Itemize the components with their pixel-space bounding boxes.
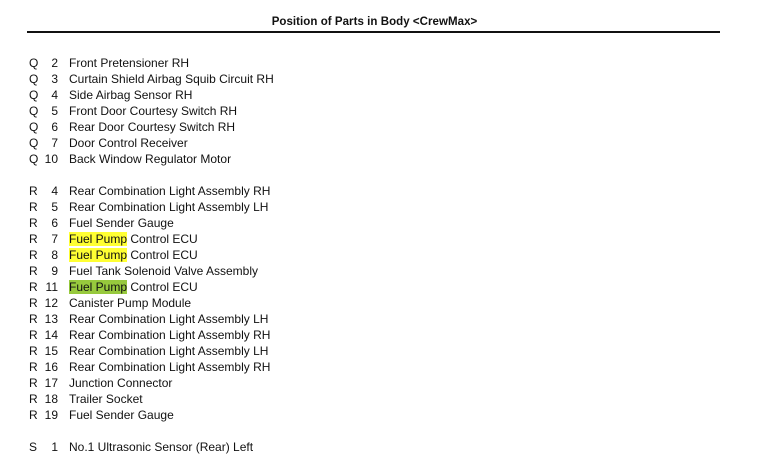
- part-number: 5: [51, 104, 58, 118]
- part-name: [69, 343, 268, 359]
- part-number: 6: [51, 120, 58, 134]
- part-name: [69, 215, 174, 231]
- list-item: [0, 55, 700, 71]
- part-name: [69, 327, 270, 343]
- part-name: [69, 55, 189, 71]
- part-name-text: Trailer Socket: [69, 392, 143, 406]
- part-number: 19: [44, 408, 58, 422]
- location-code: R: [29, 264, 38, 278]
- part-name-text: Rear Combination Light Assembly RH: [69, 184, 271, 198]
- part-name-text: Fuel Sender Gauge: [69, 216, 174, 230]
- part-number: 8: [51, 248, 58, 262]
- list-item: [0, 359, 700, 375]
- list-item: [0, 87, 700, 103]
- location-code: R: [29, 392, 38, 406]
- part-name: [69, 407, 174, 423]
- part-number: 13: [44, 312, 58, 326]
- part-number: 2: [51, 56, 58, 70]
- list-item: [0, 439, 700, 455]
- location-code: Q: [29, 72, 39, 86]
- location-code: Q: [29, 120, 39, 134]
- search-highlight: Fuel Pump: [69, 232, 128, 246]
- list-item: [0, 343, 700, 359]
- part-name: [69, 247, 198, 263]
- search-highlight: Fuel Pump: [69, 280, 128, 294]
- part-name: [69, 151, 231, 167]
- part-name: [69, 279, 198, 295]
- part-number: 1: [51, 440, 58, 454]
- part-name-text: Fuel Sender Gauge: [69, 408, 174, 422]
- part-number: 11: [45, 280, 58, 294]
- part-name-text: Rear Door Courtesy Switch RH: [69, 120, 236, 134]
- part-number: 5: [51, 200, 58, 214]
- part-name-text: Rear Combination Light Assembly LH: [69, 312, 269, 326]
- list-item: [0, 199, 700, 215]
- part-number: 6: [51, 216, 58, 230]
- part-name-text: Control ECU: [127, 280, 198, 294]
- location-code: S: [29, 440, 38, 454]
- page-title: Position of Parts in Body <CrewMax>: [271, 16, 478, 28]
- part-number: 7: [51, 232, 58, 246]
- part-name-text: Fuel Tank Solenoid Valve Assembly: [69, 264, 258, 278]
- list-item: [0, 327, 700, 343]
- location-code: R: [29, 216, 38, 230]
- location-code: R: [29, 232, 38, 246]
- part-name-text: No.1 Ultrasonic Sensor (Rear) Left: [69, 440, 254, 454]
- part-name: [69, 103, 237, 119]
- part-name: [69, 199, 268, 215]
- part-name: [69, 231, 198, 247]
- part-name: [69, 183, 270, 199]
- part-name-text: Front Door Courtesy Switch RH: [69, 104, 238, 118]
- part-name-text: Control ECU: [127, 232, 198, 246]
- part-name: [69, 87, 192, 103]
- location-code: Q: [29, 152, 39, 166]
- part-name: [69, 391, 143, 407]
- location-code: Q: [29, 136, 39, 150]
- part-name: [69, 295, 191, 311]
- location-code: R: [29, 280, 38, 294]
- part-number: 7: [51, 136, 58, 150]
- part-name: [69, 135, 188, 151]
- location-code: R: [29, 184, 38, 198]
- part-number: 18: [44, 392, 58, 406]
- list-item: [0, 103, 700, 119]
- list-item: [0, 231, 700, 247]
- list-item: [0, 135, 700, 151]
- location-code: R: [29, 344, 38, 358]
- part-name-text: Back Window Regulator Motor: [69, 152, 232, 166]
- part-name-text: Junction Connector: [69, 376, 173, 390]
- search-highlight: Fuel Pump: [69, 248, 128, 262]
- part-number: 10: [44, 152, 58, 166]
- list-item: [0, 279, 700, 295]
- location-code: Q: [29, 56, 39, 70]
- part-number: 4: [51, 184, 58, 198]
- part-name-text: Rear Combination Light Assembly LH: [69, 200, 269, 214]
- part-number: 3: [51, 72, 58, 86]
- location-code: R: [29, 200, 38, 214]
- list-item: [0, 407, 700, 423]
- part-name-text: Rear Combination Light Assembly RH: [69, 360, 271, 374]
- part-number: 14: [44, 328, 58, 342]
- list-item: [0, 263, 700, 279]
- part-name: [69, 359, 270, 375]
- location-code: Q: [29, 104, 39, 118]
- part-name-text: Door Control Receiver: [69, 136, 188, 150]
- location-code: R: [29, 376, 38, 390]
- list-item: [0, 119, 700, 135]
- part-number: 9: [51, 264, 58, 278]
- location-code: R: [29, 248, 38, 262]
- location-code: R: [29, 360, 38, 374]
- part-name-text: Control ECU: [127, 248, 198, 262]
- part-number: 12: [44, 296, 58, 310]
- part-name-text: Curtain Shield Airbag Squib Circuit RH: [69, 72, 274, 86]
- location-code: Q: [29, 88, 39, 102]
- part-name: [69, 439, 253, 455]
- list-item: [0, 311, 700, 327]
- list-item: [0, 247, 700, 263]
- part-name-text: Front Pretensioner RH: [69, 56, 190, 70]
- part-name-text: Rear Combination Light Assembly LH: [69, 344, 269, 358]
- part-name-text: Rear Combination Light Assembly RH: [69, 328, 271, 342]
- part-name: [69, 119, 235, 135]
- location-code: R: [29, 312, 38, 326]
- location-code: R: [29, 296, 38, 310]
- list-item: [0, 151, 700, 167]
- part-number: 15: [44, 344, 58, 358]
- part-number: 4: [51, 88, 58, 102]
- list-item: [0, 215, 700, 231]
- list-item: [0, 295, 700, 311]
- list-item: [0, 391, 700, 407]
- list-item: [0, 71, 700, 87]
- list-item: [0, 183, 700, 199]
- part-name: [69, 71, 274, 87]
- location-code: R: [29, 408, 38, 422]
- part-name-text: Side Airbag Sensor RH: [69, 88, 193, 102]
- part-number: 17: [44, 376, 58, 390]
- part-name: [69, 263, 258, 279]
- part-number: 16: [44, 360, 58, 374]
- location-code: R: [29, 328, 38, 342]
- part-name: [69, 311, 268, 327]
- part-name: [69, 375, 172, 391]
- part-name-text: Canister Pump Module: [69, 296, 192, 310]
- list-item: [0, 375, 700, 391]
